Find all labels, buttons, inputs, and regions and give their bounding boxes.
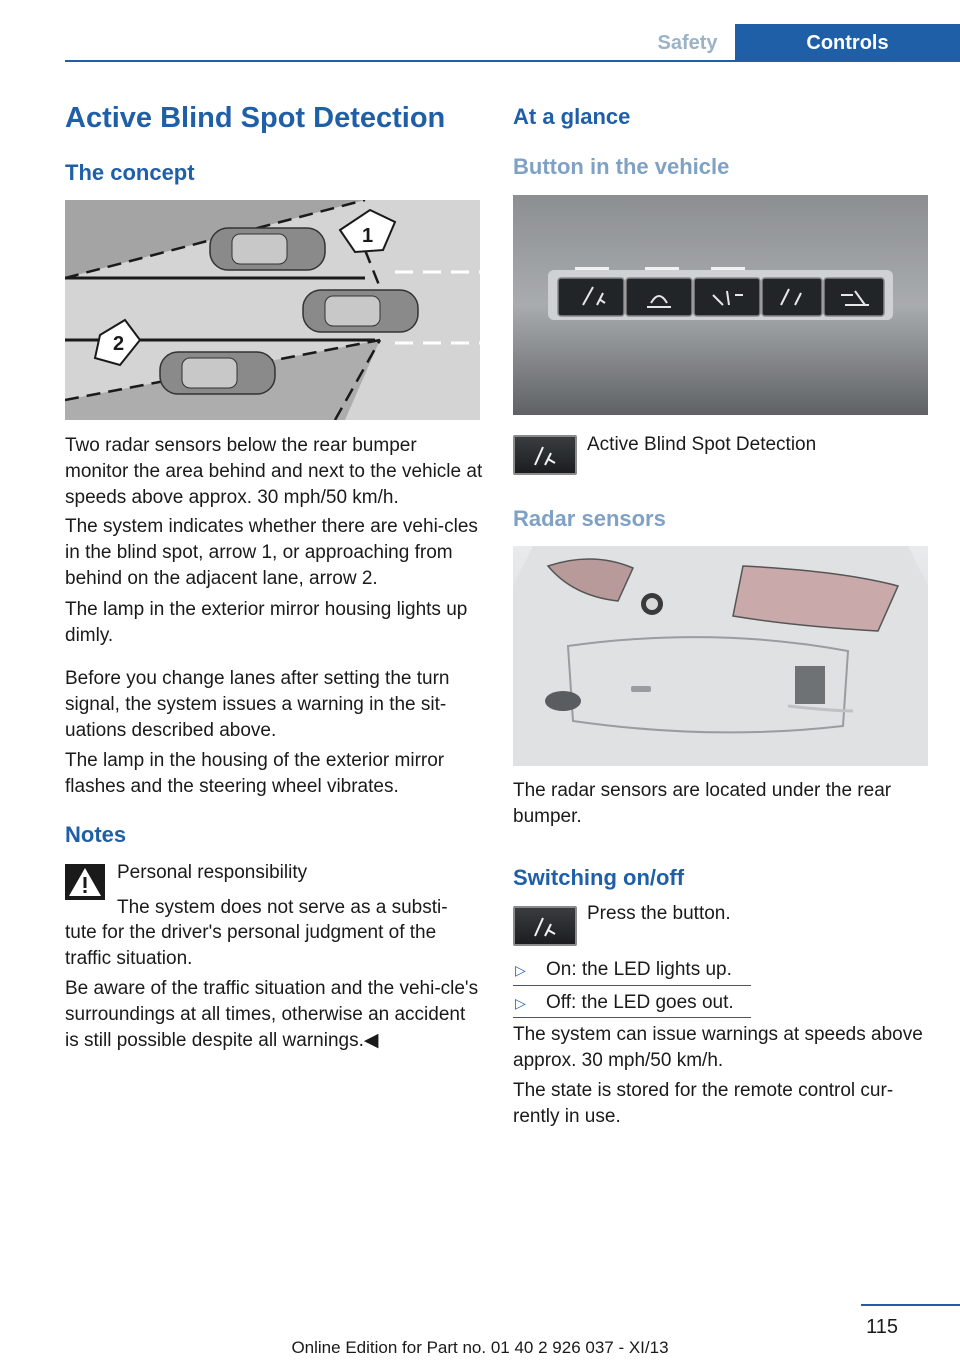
button-panel-photo	[513, 195, 928, 415]
bullet-triangle-icon: ▷	[515, 962, 526, 978]
button-caption: Active Blind Spot Detection	[587, 434, 817, 455]
notes-heading: Notes	[65, 822, 127, 847]
concept-paragraph-2: The system indicates whether there are vehi-cles in the blind spot, arrow 1, or approaching from behind on the adjacent lane, arrow 2.	[65, 516, 478, 589]
page-number: 115	[866, 1316, 898, 1338]
car-icon	[160, 352, 275, 394]
header-rule	[65, 60, 960, 62]
blind-spot-button-icon	[513, 906, 577, 946]
car-icon	[210, 228, 325, 270]
header-tab-controls: Controls	[735, 24, 960, 62]
blind-spot-button-icon	[513, 435, 577, 475]
bullet-off: Off: the LED goes out.	[546, 992, 734, 1013]
notes-paragraph-2: Be aware of the traffic situation and the vehi-cle's surroundings at all times, otherwise an accident is still possible despite all warnings.◀	[65, 978, 479, 1051]
footer-rule	[861, 1304, 960, 1306]
notes-line-1: The system does not serve as a substi-	[117, 897, 448, 918]
page-title: Active Blind Spot Detection	[65, 102, 446, 134]
bullet-triangle-icon: ▷	[515, 995, 526, 1011]
state-paragraph: The state is stored for the remote control cur-rently in use.	[513, 1080, 894, 1127]
header-tab-safety: Safety	[640, 24, 735, 62]
notes-line-2: tute for the driver's personal judgment of the traffic situation.	[65, 922, 437, 969]
concept-heading: The concept	[65, 160, 195, 185]
button-heading: Button in the vehicle	[513, 154, 730, 179]
edition-text: Online Edition for Part no. 01 40 2 926 037 - XI/13	[291, 1338, 669, 1357]
bullet-divider	[513, 985, 751, 986]
bullet-divider	[513, 1017, 751, 1018]
car-icon	[303, 290, 418, 332]
diagram-label-1: 1	[362, 225, 374, 247]
concept-paragraph-5: The lamp in the housing of the exterior mirror flashes and the steering wheel vibrates.	[65, 750, 445, 797]
radar-paragraph: The radar sensors are located under the rear bumper.	[513, 780, 892, 827]
concept-paragraph-3: The lamp in the exterior mirror housing lights up dimly.	[65, 599, 468, 646]
bullet-on: On: the LED lights up.	[546, 959, 732, 980]
switch-heading: Switching on/off	[513, 865, 685, 890]
at-a-glance-heading: At a glance	[513, 104, 631, 129]
warning-icon	[65, 864, 105, 900]
press-button-text: Press the button.	[587, 903, 731, 924]
radar-heading: Radar sensors	[513, 506, 666, 531]
concept-paragraph-4: Before you change lanes after setting the turn signal, the system issues a warning in the sit-uations described above.	[65, 668, 450, 741]
radar-sensor-photo	[513, 546, 928, 766]
concept-paragraph-1: Two radar sensors below the rear bumper monitor the area behind and next to the vehicle at speeds above approx. 30 mph/50 km/h.	[65, 435, 483, 508]
diagram-label-2: 2	[113, 333, 125, 355]
notes-title: Personal responsibility	[117, 862, 308, 883]
blind-spot-diagram-svg	[65, 200, 480, 420]
speeds-paragraph: The system can issue warnings at speeds above approx. 30 mph/50 km/h.	[513, 1024, 923, 1071]
blind-spot-diagram	[65, 200, 480, 420]
